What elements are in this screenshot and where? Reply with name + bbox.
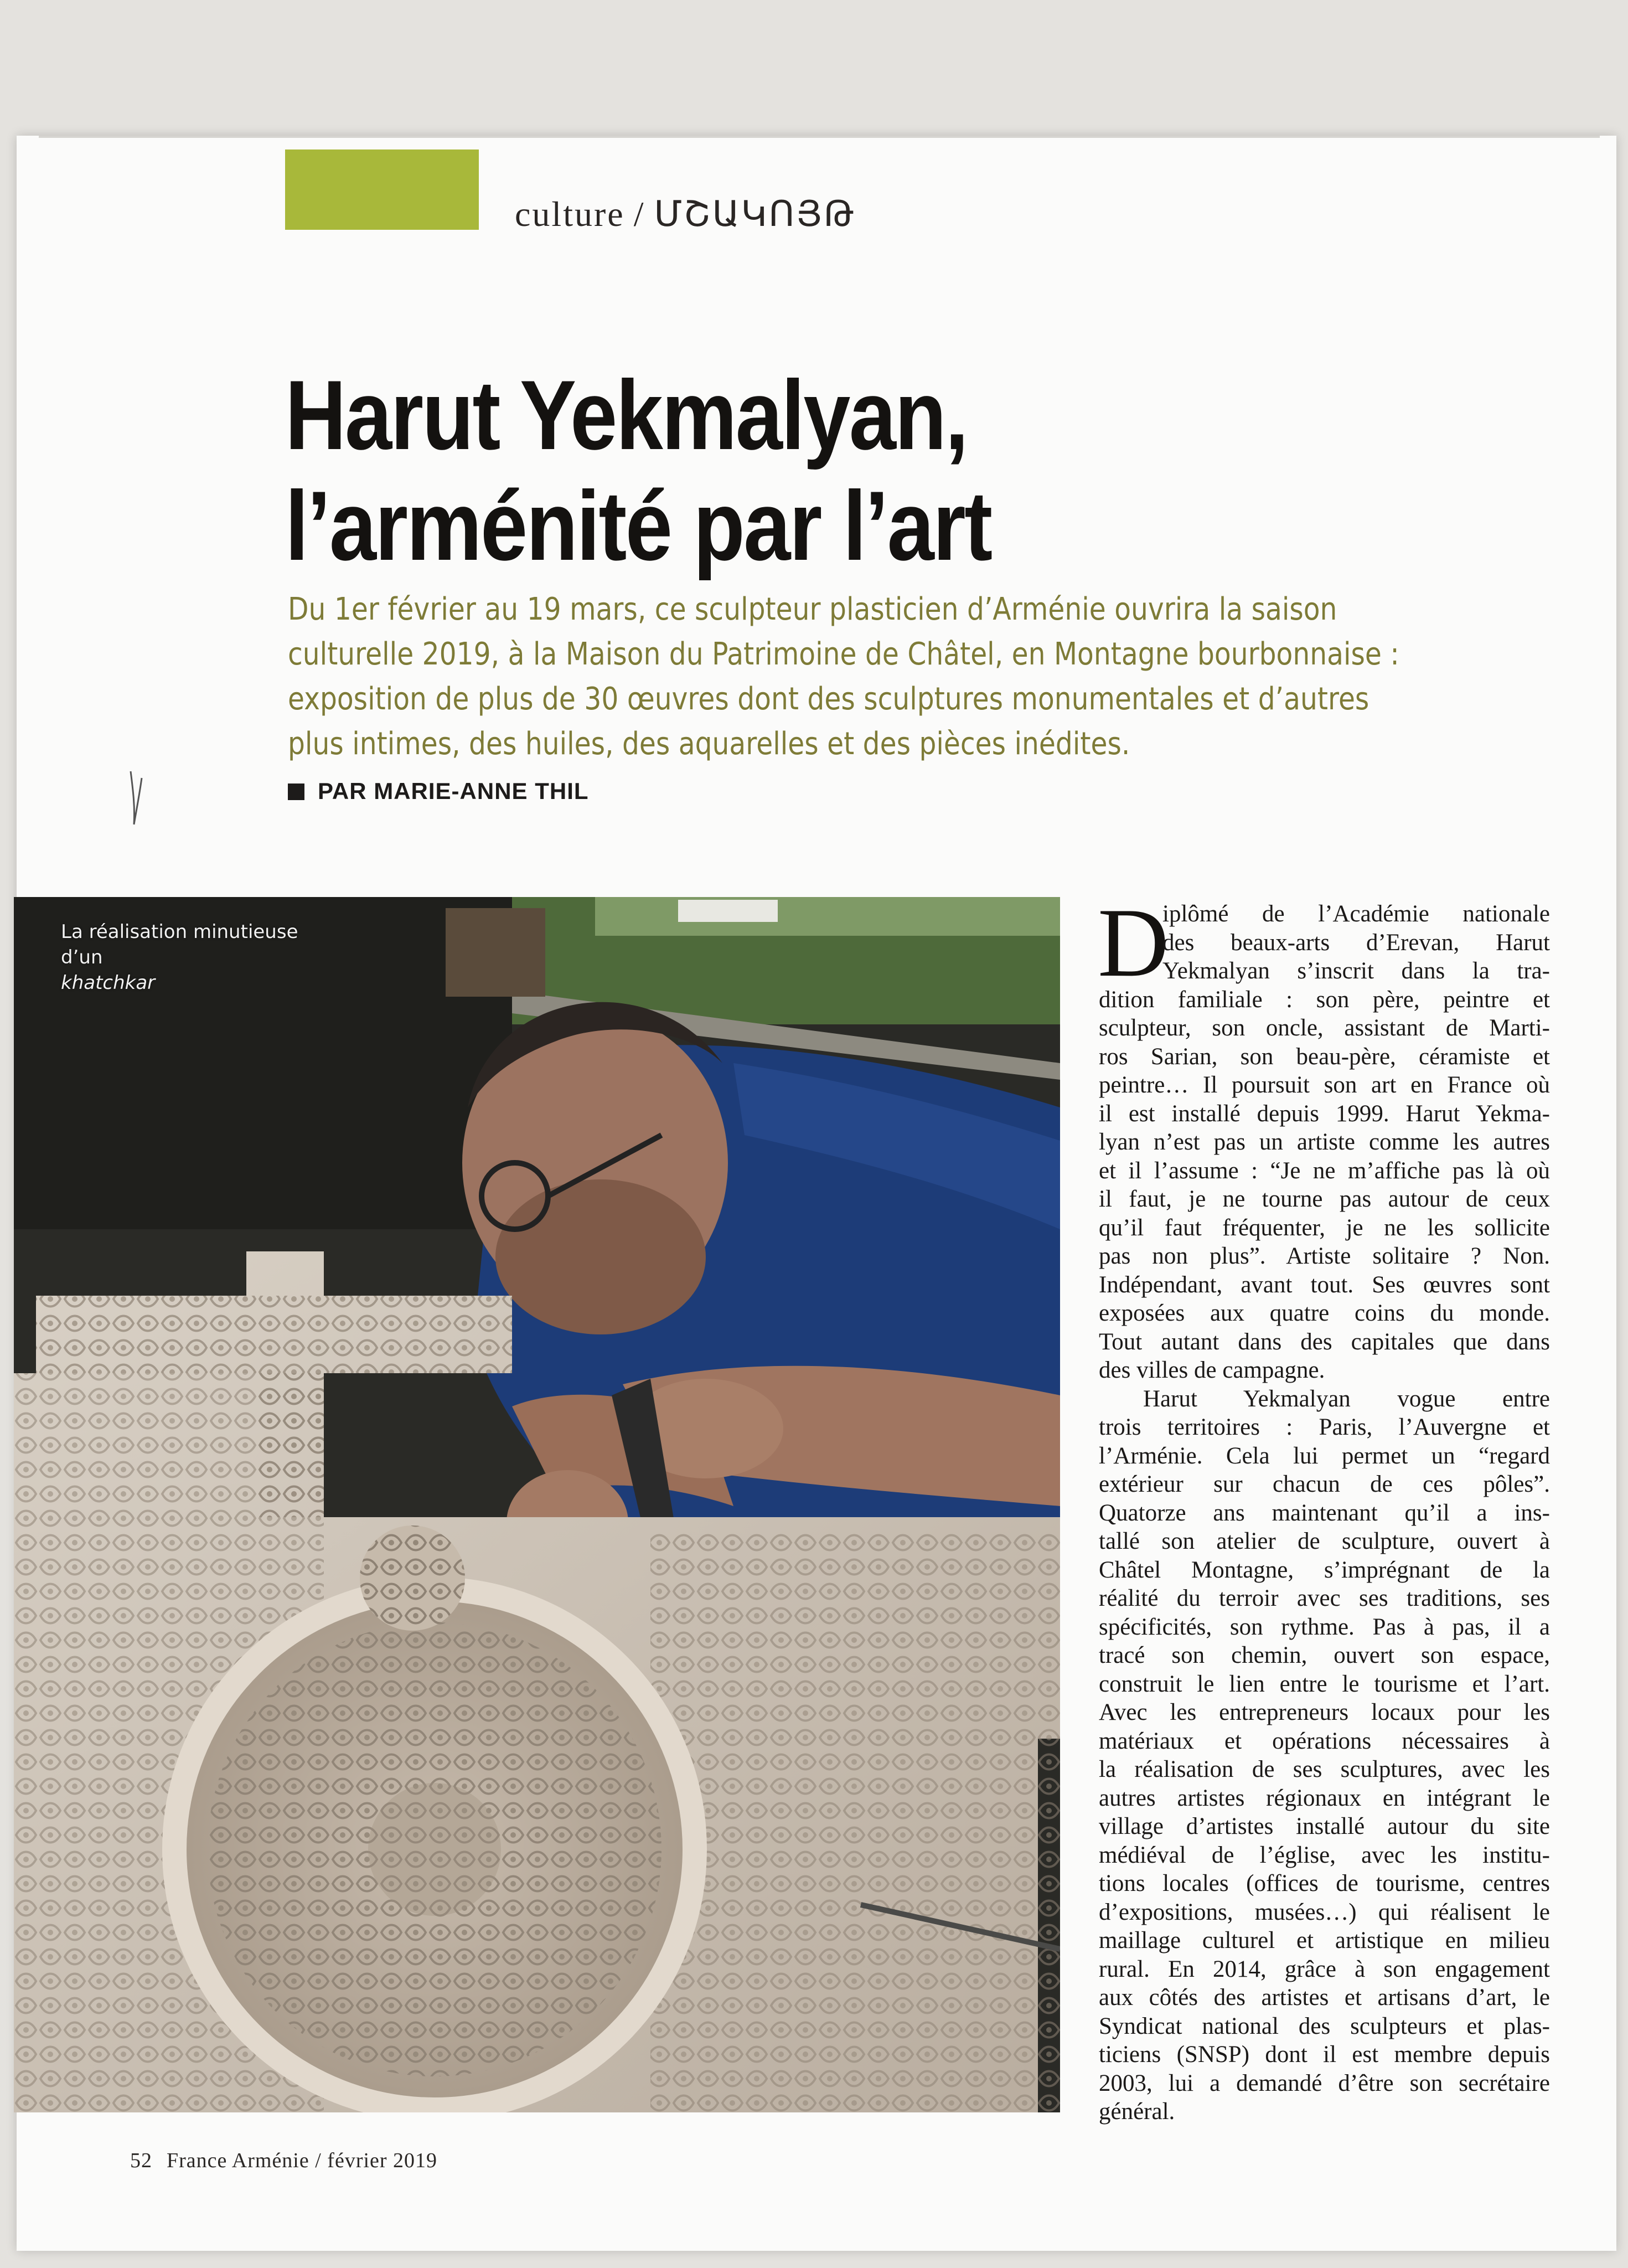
- byline-author: PAR MARIE-ANNE THIL: [318, 778, 589, 804]
- lead-line: culturelle 2019, à la Maison du Patrimoine de Châtel, en Montagne bourbonnaise :: [288, 636, 1399, 672]
- body-line: maillage culturel et artistique en milieu: [1099, 1927, 1550, 1953]
- body-line: Tout autant dans des capitales que dans: [1099, 1328, 1550, 1355]
- photo-caption-term: khatchkar: [61, 972, 156, 994]
- body-line: général.: [1099, 2099, 1175, 2125]
- body-line: ros Sarian, son beau-père, céramiste et: [1099, 1043, 1550, 1070]
- magazine-name: France Arménie: [167, 2149, 309, 2172]
- body-line: matériaux et opérations nécessaires à: [1099, 1728, 1550, 1754]
- issue-date: février 2019: [327, 2149, 438, 2172]
- section-separator: /: [633, 194, 645, 234]
- headline-line-1: Harut Yekmalyan,: [285, 360, 968, 470]
- lead-line: exposition de plus de 30 œuvres dont des sculptures monumentales et d’autres: [288, 681, 1369, 717]
- page-footer: 52 France Arménie / février 2019: [130, 2149, 438, 2172]
- body-line: l’Arménie. Cela lui permet un “regard: [1099, 1442, 1550, 1469]
- photo-caption-prefix: d’un: [61, 946, 103, 968]
- body-line: il est installé depuis 1999. Harut Yekma-: [1099, 1100, 1550, 1127]
- body-line: trois territoires : Paris, l’Auvergne et: [1099, 1414, 1550, 1440]
- body-line: aux côtés des artistes et artisans d’art, le: [1099, 1984, 1550, 2011]
- body-line: ticiens (SNSP) dont il est membre depuis: [1099, 2042, 1550, 2068]
- body-line: pas non plus”. Artiste solitaire ? Non.: [1099, 1243, 1550, 1269]
- photo-caption: [61, 919, 448, 996]
- sculptor-photo-illustration: [14, 897, 1060, 2112]
- body-line: village d’artistes installé autour du site: [1099, 1813, 1550, 1839]
- body-line: iplômé de l’Académie nationale: [1162, 901, 1550, 927]
- body-line: sculpteur, son oncle, assistant de Marti-: [1099, 1015, 1550, 1041]
- article-headline: [285, 360, 1332, 581]
- section-label: [515, 194, 856, 235]
- body-line: Châtel Montagne, s’imprégnant de la: [1099, 1556, 1550, 1583]
- section-label-french: culture: [515, 194, 625, 234]
- lead-line: Du 1er février au 19 mars, ce sculpteur plasticien d’Arménie ouvrira la saison: [288, 591, 1337, 627]
- article-photo: [14, 897, 1060, 2112]
- section-label-armenian: ՄՇԱԿՈՅԹ: [654, 194, 856, 234]
- body-line: dition familiale : son père, peintre et: [1099, 986, 1550, 1013]
- photo-caption-line-2: [61, 945, 448, 996]
- body-line: lyan n’est pas un artiste comme les autres: [1099, 1129, 1550, 1155]
- body-line: construit le lien entre le tourisme et l’art.: [1099, 1671, 1550, 1697]
- byline: [288, 778, 589, 805]
- byline-square-icon: [288, 784, 304, 800]
- body-line: Indépendant, avant tout. Ses œuvres sont: [1099, 1271, 1550, 1298]
- body-line: tracé son chemin, ouvert son espace,: [1099, 1642, 1550, 1668]
- body-line: Yekmalyan s’inscrit dans la tra-: [1162, 958, 1550, 984]
- body-line: réalité du terroir avec ses traditions, ses: [1099, 1585, 1550, 1611]
- headline-line-2: l’arménité par l’art: [285, 471, 991, 581]
- body-line: des villes de campagne.: [1099, 1357, 1325, 1383]
- body-line: tions locales (offices de tourisme, centres: [1099, 1870, 1550, 1896]
- body-line: Avec les entrepreneurs locaux pour les: [1099, 1699, 1550, 1725]
- body-line: rural. En 2014, grâce à son engagement: [1099, 1956, 1550, 1982]
- body-line: des beaux-arts d’Erevan, Harut: [1162, 929, 1550, 956]
- body-line: la réalisation de ses sculptures, avec les: [1099, 1756, 1550, 1782]
- body-line: il faut, je ne tourne pas autour de ceux: [1099, 1186, 1550, 1212]
- photo-caption-line-1: La réalisation minutieuse: [61, 921, 298, 943]
- body-line: tallé son atelier de sculpture, ouvert à: [1099, 1528, 1550, 1554]
- body-line: médiéval de l’église, avec les institu-: [1099, 1842, 1550, 1868]
- body-line: et il l’assume : “Je ne m’affiche pas là où: [1099, 1157, 1550, 1184]
- body-line: extérieur sur chacun de ces pôles”.: [1099, 1471, 1550, 1497]
- body-line: autres artistes régionaux en intégrant le: [1099, 1785, 1550, 1811]
- body-line: d’expositions, musées…) qui réalisent le: [1099, 1899, 1550, 1925]
- body-line: qu’il faut fréquenter, je ne les sollicite: [1099, 1214, 1550, 1241]
- body-line: Quatorze ans maintenant qu’il a ins-: [1099, 1499, 1550, 1526]
- page-number: 52: [130, 2149, 152, 2172]
- paper-fold-line: [39, 136, 1600, 138]
- body-line: Harut Yekmalyan vogue entre: [1143, 1385, 1550, 1412]
- pen-mark-icon: [127, 767, 144, 828]
- body-line: exposées aux quatre coins du monde.: [1099, 1300, 1550, 1326]
- drop-cap: D: [1098, 888, 1169, 997]
- body-line: Syndicat national des sculpteurs et plas-: [1099, 2013, 1550, 2039]
- section-accent-block: [285, 150, 479, 230]
- lead-line: plus intimes, des huiles, des aquarelles et des pièces inédites.: [288, 726, 1130, 762]
- article-body: [1098, 888, 1550, 2126]
- body-line: peintre… Il poursuit son art en France où: [1099, 1072, 1550, 1098]
- body-line: spécificités, son rythme. Pas à pas, il a: [1099, 1614, 1550, 1640]
- article-lead: [288, 587, 1399, 766]
- body-line: 2003, lui a demandé d’être son secrétaire: [1099, 2070, 1550, 2096]
